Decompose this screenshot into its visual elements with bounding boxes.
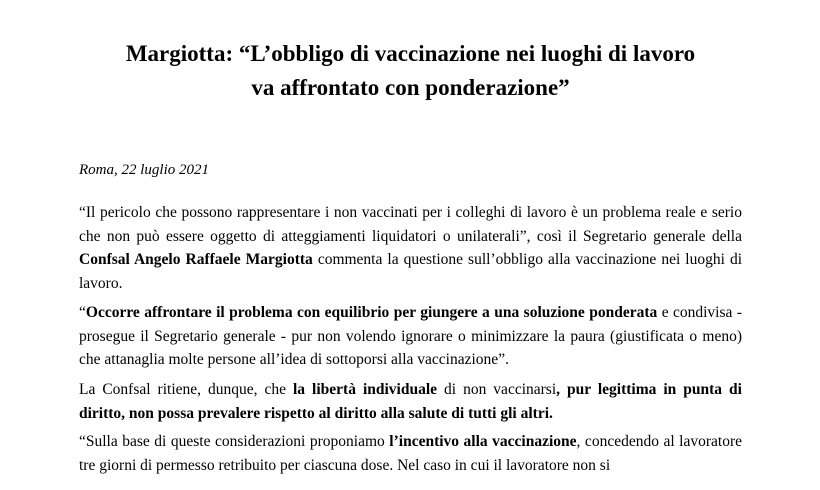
title-line-1: Margiotta: “L’obbligo di vaccinazione nei luoghi di lavoro — [125, 41, 696, 66]
paragraph-2-text-a: “ — [79, 304, 86, 321]
paragraph-4-text-b: , concedendo al lavoratore tre giorni di permesso retribuito per ciascuna dose. Nel caso in cui il lavoratore non si — [79, 433, 742, 474]
paragraph-1-text-a: “Il pericolo che possono rappresentare i non vaccinati per i colleghi di lavoro è un problema reale e serio che non può essere oggetto di atteggiamenti liquidatori o unilaterali”, così il Segretario generale della — [79, 204, 742, 245]
paragraph-4-text-a: “Sulla base di queste considerazioni proponiamo — [79, 433, 390, 450]
paragraph-2 — [79, 301, 742, 372]
document-title — [79, 0, 742, 105]
paragraph-3-text-a: La Confsal ritiene, dunque, che — [79, 381, 293, 398]
paragraph-4-bold-a: l’incentivo alla vaccinazione — [389, 433, 577, 450]
paragraph-2-text-b: e condivisa - prosegue il Segretario generale - pur non volendo ignorare o minimizzare la paura (giustificata o meno) che attanaglia molte persone all’idea di sottoporsi alla vaccinazione”. — [79, 304, 742, 368]
paragraph-3-bold-a: la libertà individuale — [293, 381, 438, 398]
paragraph-4 — [79, 430, 742, 477]
paragraph-1-bold-name: Confsal Angelo Raffaele Margiotta — [79, 251, 313, 268]
paragraph-3-text-b: di non vaccinarsi — [437, 381, 557, 398]
paragraph-2-bold-statement: Occorre affrontare il problema con equilibrio per giungere a una soluzione ponderata — [85, 304, 658, 321]
paragraph-3-bold-b: , pur legittima in punta di diritto, non possa prevalere rispetto al diritto alla salute di tutti gli altri. — [79, 381, 742, 422]
paragraph-3 — [79, 378, 742, 425]
dateline: Roma, 22 luglio 2021 — [79, 162, 209, 178]
paragraph-1-text-b: commenta la questione sull’obbligo alla vaccinazione nei luoghi di lavoro. — [79, 251, 742, 292]
title-line-2: va affrontato con ponderazione” — [251, 75, 570, 100]
paragraph-1 — [79, 201, 742, 295]
